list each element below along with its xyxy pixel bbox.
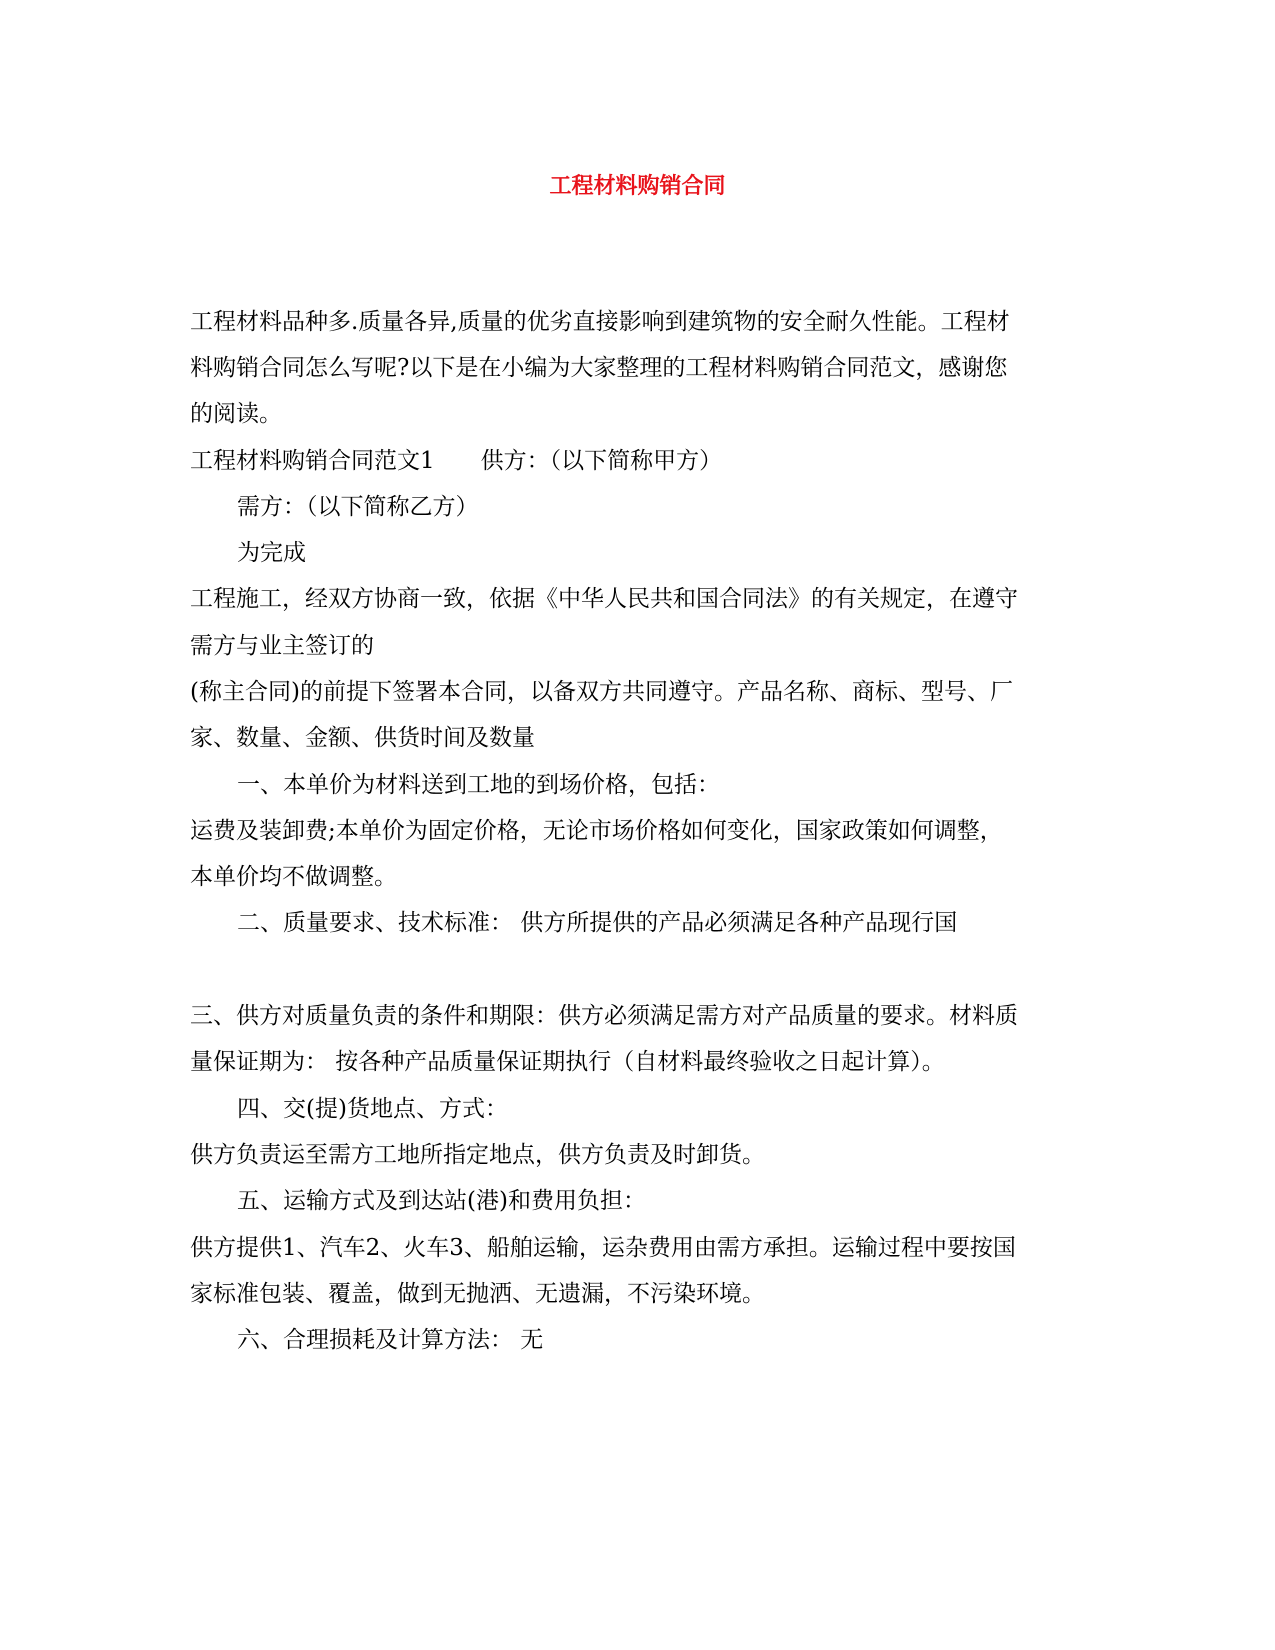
paragraph-line: 四、交(提)货地点、方式：	[237, 1096, 508, 1122]
paragraph-line: 六、合理损耗及计算方法： 无	[237, 1327, 544, 1353]
paragraph-line: 家标准包装、覆盖，做到无抛洒、无遗漏，不污染环境。	[190, 1281, 765, 1307]
paragraph-line: 料购销合同怎么写呢?以下是在小编为大家整理的工程材料购销合同范文，感谢您	[190, 355, 1008, 381]
paragraph-line: 供方提供1、汽车2、火车3、船舶运输，运杂费用由需方承担。运输过程中要按国	[190, 1235, 1016, 1261]
paragraph-line: 家、数量、金额、供货时间及数量	[190, 725, 535, 751]
paragraph-line: 五、运输方式及到达站(港)和费用负担：	[237, 1188, 646, 1214]
contract-sample-heading: 工程材料购销合同范文1	[190, 448, 435, 474]
supplier-line: 供方：（以下简称甲方）	[480, 448, 723, 474]
document-title: 工程材料购销合同	[549, 174, 726, 199]
paragraph-line: 为完成	[237, 540, 306, 566]
section-heading-line	[190, 446, 722, 476]
paragraph-line: 工程施工，经双方协商一致，依据《中华人民共和国合同法》的有关规定，在遵守	[190, 586, 1018, 612]
paragraph-line: 量保证期为： 按各种产品质量保证期执行（自材料最终验收之日起计算）。	[190, 1049, 945, 1075]
paragraph-line: 本单价均不做调整。	[190, 864, 397, 890]
paragraph-line: 的阅读。	[190, 401, 282, 427]
paragraph-line: 运费及装卸费;本单价为固定价格，无论市场价格如何变化，国家政策如何调整，	[190, 818, 1003, 844]
paragraph-line: 一、本单价为材料送到工地的到场价格，包括：	[237, 772, 720, 798]
paragraph-line: 需方与业主签订的	[190, 633, 374, 659]
paragraph-line: 工程材料品种多.质量各异,质量的优劣直接影响到建筑物的安全耐久性能。工程材	[190, 309, 1010, 335]
paragraph-line: 供方负责运至需方工地所指定地点，供方负责及时卸货。	[190, 1142, 765, 1168]
paragraph-line: 三、供方对质量负责的条件和期限：供方必须满足需方对产品质量的要求。材料质	[190, 1003, 1018, 1029]
paragraph-line: 二、质量要求、技术标准： 供方所提供的产品必须满足各种产品现行国	[237, 910, 958, 936]
paragraph-line: 需方：（以下简称乙方）	[237, 494, 479, 520]
paragraph-line: (称主合同)的前提下签署本合同，以备双方共同遵守。产品名称、商标、型号、厂	[190, 679, 1013, 705]
